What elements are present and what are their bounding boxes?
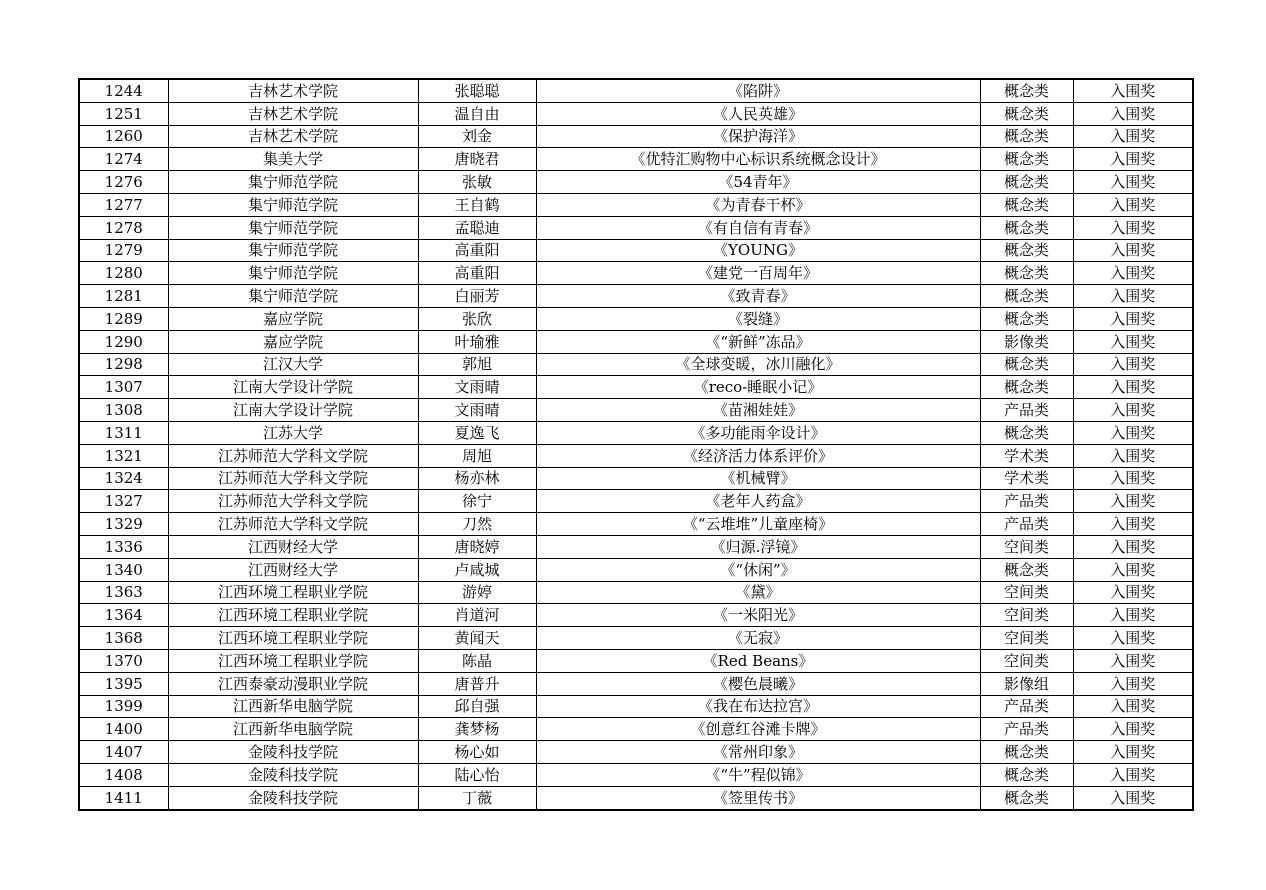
awards-table-body [79,79,1193,810]
entry-id-cell: 1336 [79,535,168,558]
table-row [79,262,1193,285]
table-row [79,148,1193,171]
school-cell: 吉林艺术学院 [168,79,418,102]
award-cell: 入围奖 [1073,467,1193,490]
table-row [79,763,1193,786]
entry-id-cell: 1370 [79,649,168,672]
author-cell: 王自鹤 [418,193,536,216]
award-cell: 入围奖 [1073,513,1193,536]
category-cell: 概念类 [980,353,1073,376]
entry-id-cell: 1279 [79,239,168,262]
award-cell: 入围奖 [1073,376,1193,399]
table-row [79,216,1193,239]
award-cell: 入围奖 [1073,193,1193,216]
school-cell: 江南大学设计学院 [168,399,418,422]
entry-id-cell: 1289 [79,307,168,330]
category-cell: 学术类 [980,467,1073,490]
work-title-cell: 《黛》 [536,581,980,604]
work-title-cell: 《为青春干杯》 [536,193,980,216]
author-cell: 张聪聪 [418,79,536,102]
category-cell: 概念类 [980,285,1073,308]
award-cell: 入围奖 [1073,535,1193,558]
school-cell: 江苏大学 [168,421,418,444]
category-cell: 空间类 [980,649,1073,672]
work-title-cell: 《苗湘娃娃》 [536,399,980,422]
table-row [79,627,1193,650]
category-cell: 概念类 [980,239,1073,262]
award-cell: 入围奖 [1073,239,1193,262]
author-cell: 肖道河 [418,604,536,627]
award-cell: 入围奖 [1073,102,1193,125]
entry-id-cell: 1395 [79,672,168,695]
author-cell: 陆心怡 [418,763,536,786]
table-row [79,79,1193,102]
work-title-cell: 《reco-睡眠小记》 [536,376,980,399]
award-cell: 入围奖 [1073,353,1193,376]
entry-id-cell: 1400 [79,718,168,741]
award-cell: 入围奖 [1073,627,1193,650]
category-cell: 影像组 [980,672,1073,695]
work-title-cell: 《经济活力体系评价》 [536,444,980,467]
entry-id-cell: 1363 [79,581,168,604]
author-cell: 邱自强 [418,695,536,718]
school-cell: 嘉应学院 [168,307,418,330]
table-row [79,581,1193,604]
author-cell: 杨亦林 [418,467,536,490]
author-cell: 郭旭 [418,353,536,376]
school-cell: 金陵科技学院 [168,741,418,764]
author-cell: 刘金 [418,125,536,148]
table-row [79,193,1193,216]
table-row [79,741,1193,764]
author-cell: 唐普升 [418,672,536,695]
award-cell: 入围奖 [1073,307,1193,330]
school-cell: 金陵科技学院 [168,763,418,786]
author-cell: 周旭 [418,444,536,467]
category-cell: 概念类 [980,741,1073,764]
school-cell: 集宁师范学院 [168,216,418,239]
author-cell: 叶瑜雅 [418,330,536,353]
entry-id-cell: 1311 [79,421,168,444]
school-cell: 吉林艺术学院 [168,125,418,148]
table-row [79,786,1193,809]
category-cell: 概念类 [980,421,1073,444]
work-title-cell: 《“牛”程似锦》 [536,763,980,786]
table-row [79,558,1193,581]
work-title-cell: 《多功能雨伞设计》 [536,421,980,444]
table-row [79,239,1193,262]
award-cell: 入围奖 [1073,262,1193,285]
entry-id-cell: 1324 [79,467,168,490]
award-cell: 入围奖 [1073,79,1193,102]
award-cell: 入围奖 [1073,421,1193,444]
work-title-cell: 《优特汇购物中心标识系统概念设计》 [536,148,980,171]
entry-id-cell: 1298 [79,353,168,376]
table-row [79,490,1193,513]
author-cell: 黄闻天 [418,627,536,650]
category-cell: 概念类 [980,307,1073,330]
school-cell: 江苏师范大学科文学院 [168,444,418,467]
work-title-cell: 《54青年》 [536,171,980,194]
author-cell: 陈晶 [418,649,536,672]
award-cell: 入围奖 [1073,581,1193,604]
award-cell: 入围奖 [1073,216,1193,239]
table-row [79,307,1193,330]
author-cell: 孟聪迪 [418,216,536,239]
school-cell: 江西环境工程职业学院 [168,604,418,627]
work-title-cell: 《建党一百周年》 [536,262,980,285]
award-cell: 入围奖 [1073,558,1193,581]
entry-id-cell: 1277 [79,193,168,216]
category-cell: 产品类 [980,513,1073,536]
author-cell: 张敏 [418,171,536,194]
category-cell: 空间类 [980,535,1073,558]
entry-id-cell: 1408 [79,763,168,786]
table-row [79,672,1193,695]
school-cell: 江西新华电脑学院 [168,695,418,718]
category-cell: 产品类 [980,490,1073,513]
work-title-cell: 《常州印象》 [536,741,980,764]
school-cell: 集宁师范学院 [168,285,418,308]
table-row [79,421,1193,444]
author-cell: 龚梦杨 [418,718,536,741]
school-cell: 江西新华电脑学院 [168,718,418,741]
table-row [79,285,1193,308]
category-cell: 概念类 [980,763,1073,786]
table-row [79,353,1193,376]
school-cell: 江西财经大学 [168,535,418,558]
author-cell: 唐晓君 [418,148,536,171]
entry-id-cell: 1274 [79,148,168,171]
work-title-cell: 《无寂》 [536,627,980,650]
author-cell: 徐宁 [418,490,536,513]
award-cell: 入围奖 [1073,490,1193,513]
school-cell: 集美大学 [168,148,418,171]
award-cell: 入围奖 [1073,741,1193,764]
category-cell: 影像类 [980,330,1073,353]
category-cell: 概念类 [980,262,1073,285]
entry-id-cell: 1329 [79,513,168,536]
work-title-cell: 《人民英雄》 [536,102,980,125]
school-cell: 江苏师范大学科文学院 [168,467,418,490]
work-title-cell: 《致青春》 [536,285,980,308]
category-cell: 概念类 [980,102,1073,125]
entry-id-cell: 1340 [79,558,168,581]
table-row [79,695,1193,718]
work-title-cell: 《归源.浮镜》 [536,535,980,558]
table-row [79,102,1193,125]
work-title-cell: 《机械臂》 [536,467,980,490]
work-title-cell: 《创意红谷滩卡牌》 [536,718,980,741]
school-cell: 江西泰豪动漫职业学院 [168,672,418,695]
category-cell: 概念类 [980,558,1073,581]
category-cell: 学术类 [980,444,1073,467]
award-cell: 入围奖 [1073,444,1193,467]
award-cell: 入围奖 [1073,125,1193,148]
award-cell: 入围奖 [1073,171,1193,194]
award-cell: 入围奖 [1073,148,1193,171]
entry-id-cell: 1321 [79,444,168,467]
category-cell: 空间类 [980,581,1073,604]
work-title-cell: 《“休闲”》 [536,558,980,581]
table-row [79,330,1193,353]
table-row [79,399,1193,422]
school-cell: 金陵科技学院 [168,786,418,809]
author-cell: 卢咸城 [418,558,536,581]
author-cell: 文雨晴 [418,399,536,422]
category-cell: 概念类 [980,125,1073,148]
author-cell: 文雨晴 [418,376,536,399]
work-title-cell: 《有自信有青春》 [536,216,980,239]
work-title-cell: 《“新鲜”冻品》 [536,330,980,353]
school-cell: 集宁师范学院 [168,239,418,262]
author-cell: 张欣 [418,307,536,330]
work-title-cell: 《老年人药盒》 [536,490,980,513]
author-cell: 唐晓婷 [418,535,536,558]
entry-id-cell: 1399 [79,695,168,718]
entry-id-cell: 1307 [79,376,168,399]
work-title-cell: 《我在布达拉宫》 [536,695,980,718]
school-cell: 江苏师范大学科文学院 [168,513,418,536]
school-cell: 江南大学设计学院 [168,376,418,399]
work-title-cell: 《YOUNG》 [536,239,980,262]
entry-id-cell: 1276 [79,171,168,194]
author-cell: 温自由 [418,102,536,125]
school-cell: 江苏师范大学科文学院 [168,490,418,513]
table-row [79,604,1193,627]
work-title-cell: 《全球变暖，冰川融化》 [536,353,980,376]
author-cell: 丁薇 [418,786,536,809]
category-cell: 概念类 [980,193,1073,216]
entry-id-cell: 1290 [79,330,168,353]
award-cell: 入围奖 [1073,330,1193,353]
category-cell: 概念类 [980,148,1073,171]
table-row [79,444,1193,467]
award-cell: 入围奖 [1073,285,1193,308]
category-cell: 概念类 [980,216,1073,239]
entry-id-cell: 1244 [79,79,168,102]
author-cell: 高重阳 [418,262,536,285]
awards-table [78,78,1194,811]
work-title-cell: 《“云堆堆”儿童座椅》 [536,513,980,536]
school-cell: 江西环境工程职业学院 [168,581,418,604]
entry-id-cell: 1280 [79,262,168,285]
entry-id-cell: 1251 [79,102,168,125]
author-cell: 高重阳 [418,239,536,262]
entry-id-cell: 1281 [79,285,168,308]
category-cell: 概念类 [980,79,1073,102]
entry-id-cell: 1308 [79,399,168,422]
table-row [79,125,1193,148]
award-cell: 入围奖 [1073,786,1193,809]
school-cell: 吉林艺术学院 [168,102,418,125]
work-title-cell: 《Red Beans》 [536,649,980,672]
table-row [79,467,1193,490]
work-title-cell: 《樱色晨曦》 [536,672,980,695]
entry-id-cell: 1327 [79,490,168,513]
work-title-cell: 《签里传书》 [536,786,980,809]
award-cell: 入围奖 [1073,763,1193,786]
award-cell: 入围奖 [1073,718,1193,741]
work-title-cell: 《一米阳光》 [536,604,980,627]
entry-id-cell: 1368 [79,627,168,650]
award-cell: 入围奖 [1073,604,1193,627]
entry-id-cell: 1407 [79,741,168,764]
category-cell: 产品类 [980,695,1073,718]
school-cell: 集宁师范学院 [168,171,418,194]
school-cell: 江汉大学 [168,353,418,376]
work-title-cell: 《裂缝》 [536,307,980,330]
award-cell: 入围奖 [1073,672,1193,695]
table-row [79,649,1193,672]
author-cell: 白丽芳 [418,285,536,308]
category-cell: 概念类 [980,171,1073,194]
work-title-cell: 《保护海洋》 [536,125,980,148]
award-cell: 入围奖 [1073,649,1193,672]
category-cell: 概念类 [980,376,1073,399]
table-row [79,718,1193,741]
category-cell: 空间类 [980,627,1073,650]
table-row [79,376,1193,399]
table-row [79,535,1193,558]
entry-id-cell: 1260 [79,125,168,148]
school-cell: 江西财经大学 [168,558,418,581]
entry-id-cell: 1411 [79,786,168,809]
category-cell: 概念类 [980,786,1073,809]
category-cell: 产品类 [980,718,1073,741]
school-cell: 江西环境工程职业学院 [168,627,418,650]
category-cell: 产品类 [980,399,1073,422]
table-row [79,513,1193,536]
author-cell: 杨心如 [418,741,536,764]
work-title-cell: 《陷阱》 [536,79,980,102]
entry-id-cell: 1278 [79,216,168,239]
school-cell: 嘉应学院 [168,330,418,353]
award-cell: 入围奖 [1073,399,1193,422]
school-cell: 集宁师范学院 [168,262,418,285]
author-cell: 游婷 [418,581,536,604]
school-cell: 江西环境工程职业学院 [168,649,418,672]
table-row [79,171,1193,194]
entry-id-cell: 1364 [79,604,168,627]
author-cell: 刀然 [418,513,536,536]
author-cell: 夏逸飞 [418,421,536,444]
school-cell: 集宁师范学院 [168,193,418,216]
category-cell: 空间类 [980,604,1073,627]
award-cell: 入围奖 [1073,695,1193,718]
